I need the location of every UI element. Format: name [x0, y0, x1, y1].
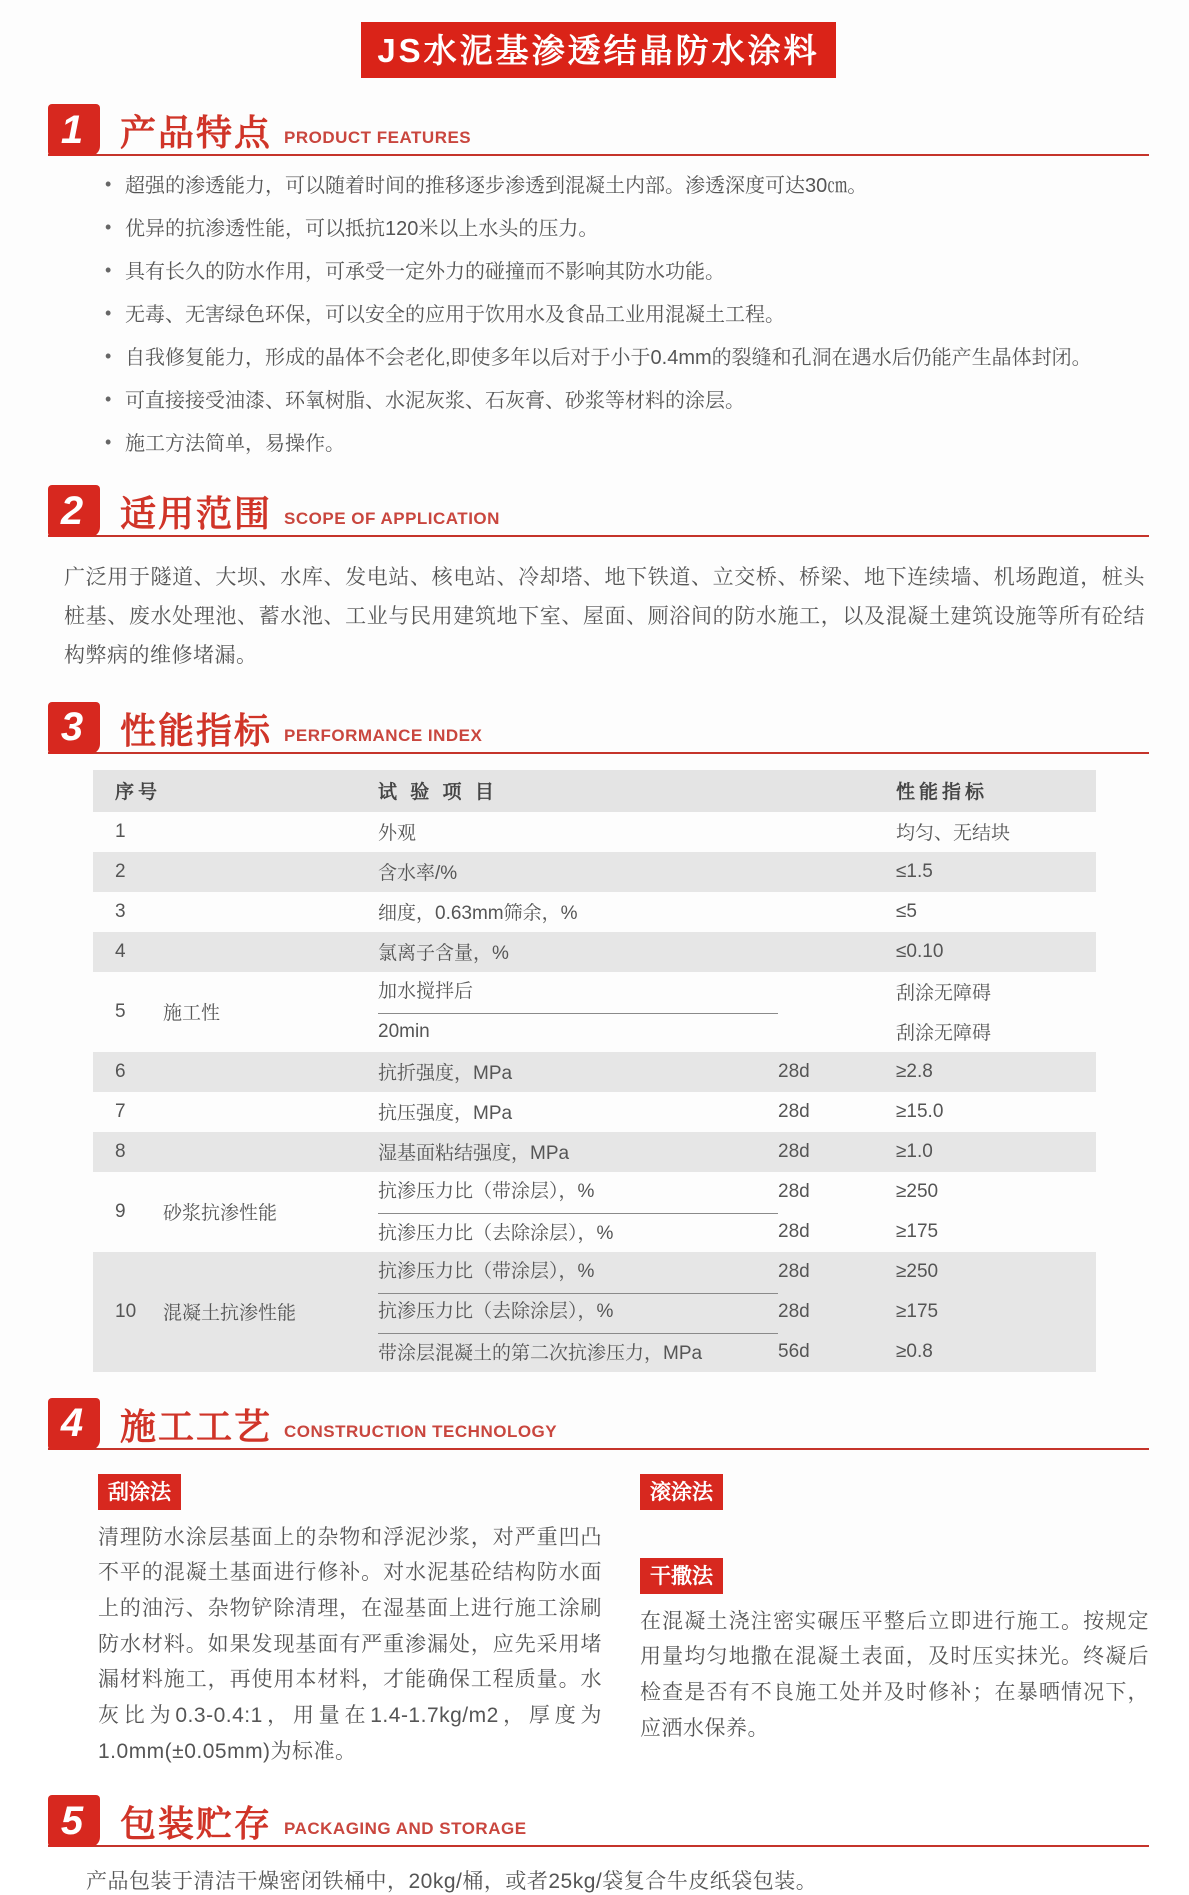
cell-value: 刮涂无障碍 — [896, 983, 992, 1005]
feature-list — [103, 172, 1149, 459]
section-3-title: 性能指标 — [120, 709, 273, 751]
header-category — [163, 770, 378, 812]
cell-item: 湿基面粘结强度，MPa — [378, 1143, 570, 1165]
cell-item: 抗渗压力比（带涂层），% — [378, 1174, 778, 1214]
section-3-number: 3 — [48, 702, 100, 754]
cell-value: ≤0.10 — [896, 940, 944, 962]
cell-value: 刮涂无障碍 — [896, 1023, 992, 1045]
feature-item: • 可直接接受油漆、环氧树脂、水泥灰浆、石灰膏、砂浆等材料的涂层。 — [103, 387, 1149, 416]
cell-category — [163, 932, 378, 972]
cell-item: 抗渗压力比（带涂层），% — [378, 1254, 778, 1294]
cell-age: 28d — [778, 1220, 810, 1242]
cell-age: 56d — [778, 1340, 810, 1362]
section-1-title: 产品特点 — [120, 112, 273, 153]
section-5-title: 包装贮存 — [120, 1803, 273, 1845]
cell-no: 5 — [115, 1000, 126, 1022]
cell-no: 6 — [115, 1060, 126, 1082]
cell-value: ≥175 — [896, 1300, 939, 1322]
cell-age: 28d — [778, 1180, 810, 1202]
cell-age: 28d — [778, 1140, 810, 1162]
feature-item: • 优异的抗渗透性能，可以抵抗120米以上水头的压力。 — [103, 215, 1149, 244]
table-row — [93, 1092, 1096, 1132]
table-row — [93, 1132, 1096, 1172]
cell-no: 3 — [115, 900, 126, 922]
cell-item: 20min — [378, 1020, 430, 1042]
table-row — [93, 1052, 1096, 1092]
cell-item: 抗压强度，MPa — [378, 1103, 513, 1125]
cell-value: ≤5 — [896, 900, 917, 922]
feature-item: • 自我修复能力，形成的晶体不会老化,即使多年以后对于小于0.4mm的裂缝和孔洞在遇水后仍能产生晶体封闭。 — [103, 344, 1149, 373]
cell-no: 4 — [115, 940, 126, 962]
section-4-header — [48, 1398, 1149, 1450]
cell-item: 抗折强度，MPa — [378, 1063, 513, 1085]
cell-category — [163, 1052, 378, 1092]
section-5-number: 5 — [48, 1795, 100, 1847]
cell-value: ≥175 — [896, 1220, 939, 1242]
cell-category — [163, 812, 378, 852]
section-3-subtitle: PERFORMANCE INDEX — [284, 725, 483, 745]
scope-paragraph: 广泛用于隧道、大坝、水库、发电站、核电站、冷却塔、地下铁道、立交桥、桥梁、地下连续墙、机场跑道，桩头桩基、废水处理池、蓄水池、工业与民用建筑地下室、屋面、厕浴间的防水施工，以及混凝土建筑设施等所有砼结构弊病的维修堵漏。 — [64, 566, 1145, 667]
section-2-title: 适用范围 — [120, 493, 273, 534]
cell-value: ≥1.0 — [896, 1140, 933, 1162]
performance-table — [93, 770, 1096, 1372]
section-1-header — [48, 104, 1149, 156]
cell-no: 7 — [115, 1100, 126, 1122]
header-item: 试 验 项 目 — [378, 782, 498, 804]
table-row — [93, 852, 1096, 892]
construction-methods — [98, 1474, 1149, 1770]
scrape-method-column — [98, 1474, 602, 1770]
cell-category — [163, 1132, 378, 1172]
cell-no: 9 — [115, 1200, 126, 1222]
section-5-subtitle: PACKAGING AND STORAGE — [284, 1819, 527, 1839]
cell-age: 28d — [778, 1060, 810, 1082]
table-row — [93, 1252, 1096, 1372]
feature-item: • 施工方法简单，易操作。 — [103, 430, 1149, 459]
feature-item: • 具有长久的防水作用，可承受一定外力的碰撞而不影响其防水功能。 — [103, 258, 1149, 287]
cell-item: 抗渗压力比（去除涂层），% — [378, 1294, 778, 1334]
packaging-paragraph: 产品包装于清洁干燥密闭铁桶中，20kg/桶，或者25kg/袋复合牛皮纸袋包装。 — [86, 1870, 818, 1894]
section-2-header — [48, 485, 1149, 537]
table-row — [93, 892, 1096, 932]
cell-value: 均匀、无结块 — [896, 823, 1011, 845]
table-row — [93, 1172, 1096, 1252]
scrape-method-badge: 刮涂法 — [98, 1474, 181, 1510]
cell-no: 2 — [115, 860, 126, 882]
cell-value: ≤1.5 — [896, 860, 933, 882]
section-1-subtitle: PRODUCT FEATURES — [284, 128, 472, 147]
cell-category: 施工性 — [163, 1003, 221, 1025]
cell-value: ≥15.0 — [896, 1100, 944, 1122]
cell-category: 砂浆抗渗性能 — [163, 1203, 278, 1225]
table-row — [93, 932, 1096, 972]
cell-value: ≥250 — [896, 1260, 939, 1282]
cell-item: 带涂层混凝土的第二次抗渗压力，MPa — [378, 1343, 703, 1365]
dry-method-text: 在混凝土浇注密实碾压平整后立即进行施工。按规定用量均匀地撒在混凝土表面，及时压实抹光。终凝后检查是否有不良施工处并及时修补；在暴晒情况下，应洒水保养。 — [640, 1609, 1149, 1740]
section-4-title: 施工工艺 — [120, 1405, 273, 1447]
cell-age: 28d — [778, 1100, 810, 1122]
cell-item: 含水率/% — [378, 863, 458, 885]
section-3-header — [48, 702, 1149, 754]
cell-age: 28d — [778, 1300, 810, 1322]
section-1-number: 1 — [48, 104, 100, 156]
header-no: 序号 — [115, 782, 162, 804]
table-row — [93, 812, 1096, 852]
cell-category: 混凝土抗渗性能 — [163, 1303, 297, 1325]
scrape-method-text: 清理防水涂层基面上的杂物和浮泥沙浆，对严重凹凸不平的混凝土基面进行修补。对水泥基砼结构防水面上的油污、杂物铲除清理，在湿基面上进行施工涂刷防水材料。如果发现基面有严重渗漏处，应先采用堵漏材料施工，再使用本材料，才能确保工程质量。水灰比为0.3-0.4:1，用量在1.4-1.7kg/m2，厚度为1.0mm(±0.05mm)为标准。 — [98, 1525, 602, 1763]
cell-item: 氯离子含量，% — [378, 943, 509, 965]
cell-category — [163, 892, 378, 932]
page-title: JS水泥基渗透结晶防水涂料 — [361, 22, 835, 78]
table-header-row — [93, 770, 1096, 812]
cell-item: 抗渗压力比（去除涂层），% — [378, 1223, 614, 1245]
cell-no: 8 — [115, 1140, 126, 1162]
roll-method-badge: 滚涂法 — [640, 1474, 723, 1510]
cell-value: ≥250 — [896, 1180, 939, 1202]
header-index: 性能指标 — [896, 782, 989, 804]
cell-value: ≥0.8 — [896, 1340, 933, 1362]
cell-category — [163, 852, 378, 892]
dry-method-badge: 干撒法 — [640, 1558, 723, 1594]
table-row — [93, 972, 1096, 1052]
cell-no: 10 — [115, 1300, 137, 1322]
section-2-number: 2 — [48, 485, 100, 537]
cell-category — [163, 1092, 378, 1132]
feature-item: • 超强的渗透能力，可以随着时间的推移逐步渗透到混凝土内部。渗透深度可达30㎝。 — [103, 172, 1149, 201]
feature-item: • 无毒、无害绿色环保，可以安全的应用于饮用水及食品工业用混凝土工程。 — [103, 301, 1149, 330]
cell-no: 1 — [115, 820, 126, 842]
cell-item: 外观 — [378, 823, 417, 845]
cell-item: 加水搅拌后 — [378, 974, 778, 1014]
section-5-header — [48, 1795, 1149, 1847]
cell-item: 细度，0.63mm筛余，% — [378, 903, 578, 925]
section-4-subtitle: CONSTRUCTION TECHNOLOGY — [284, 1421, 558, 1441]
roll-dry-method-column — [640, 1474, 1149, 1770]
cell-age: 28d — [778, 1260, 810, 1282]
cell-value: ≥2.8 — [896, 1060, 933, 1082]
section-2-subtitle: SCOPE OF APPLICATION — [284, 509, 500, 528]
section-4-number: 4 — [48, 1398, 100, 1450]
